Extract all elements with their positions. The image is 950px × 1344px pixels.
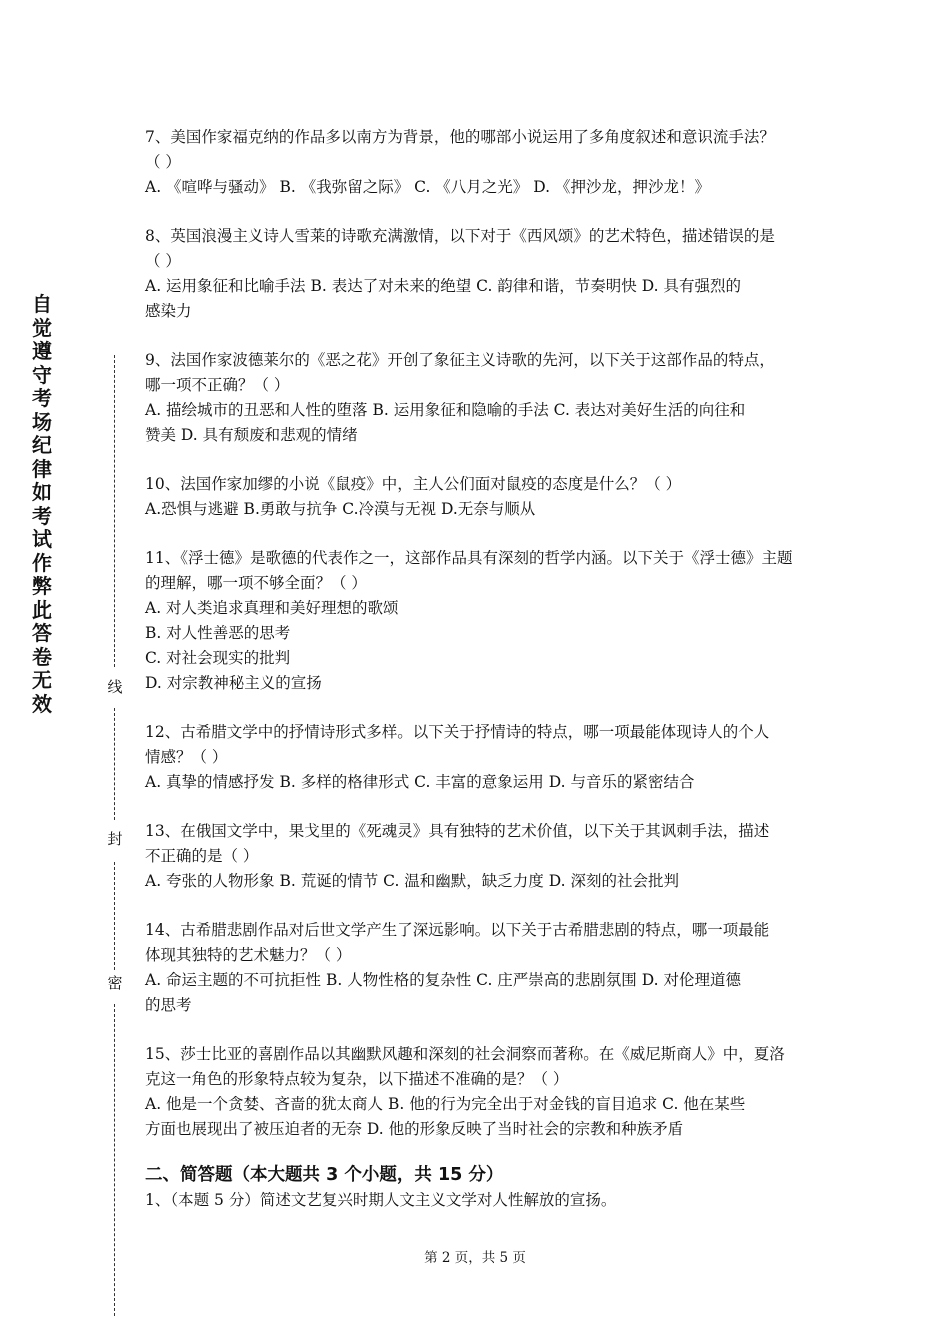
question-line: A. 对人类追求真理和美好理想的歌颂 (145, 599, 399, 617)
question-stem: 7、美国作家福克纳的作品多以南方为背景，他的哪部小说运用了多角度叙述和意识流手法？ (145, 128, 775, 146)
question-line: 哪一项不正确？（ ） (145, 376, 290, 394)
question-9 (145, 348, 815, 448)
question-10 (145, 472, 815, 522)
binding-mark-mi: 密 (105, 974, 125, 992)
question-stem: 9、法国作家波德莱尔的《恶之花》开创了象征主义诗歌的先河，以下关于这部作品的特点， (145, 351, 775, 369)
question-line: 克这一角色的形象特点较为复杂，以下描述不准确的是？（ ） (145, 1070, 569, 1088)
question-line: （ ） (145, 252, 181, 270)
question-stem: 12、古希腊文学中的抒情诗形式多样。以下关于抒情诗的特点，哪一项最能体现诗人的个人 (145, 723, 770, 741)
binding-line-segment (114, 355, 115, 667)
question-line: B. 对人性善恶的思考 (145, 624, 291, 642)
question-14 (145, 918, 815, 1018)
question-line: A. 命运主题的不可抗拒性 B. 人物性格的复杂性 C. 庄严崇高的悲剧氛围 D. 对伦理道德 (145, 971, 741, 989)
question-line: A. 《喧哗与骚动》 B. 《我弥留之际》 C. 《八月之光》 D. 《押沙龙，押沙龙！》 (145, 178, 710, 196)
exam-content (145, 125, 815, 1213)
question-line: 的理解，哪一项不够全面？（ ） (145, 574, 367, 592)
question-stem: 10、法国作家加缪的小说《鼠疫》中，主人公们面对鼠疫的态度是什么？（ ） (145, 475, 682, 493)
question-line: 方面也展现出了被压迫者的无奈 D. 他的形象反映了当时社会的宗教和种族矛盾 (145, 1120, 684, 1138)
question-line: A. 描绘城市的丑恶和人性的堕落 B. 运用象征和隐喻的手法 C. 表达对美好生活的向往和 (145, 401, 746, 419)
question-12 (145, 720, 815, 795)
question-13 (145, 819, 815, 894)
question-stem: 13、在俄国文学中，果戈里的《死魂灵》具有独特的艺术价值，以下关于其讽刺手法，描述 (145, 822, 770, 840)
binding-line-segment (114, 1004, 115, 1316)
question-8 (145, 224, 815, 324)
question-line: A. 运用象征和比喻手法 B. 表达了对未来的绝望 C. 韵律和谐，节奏明快 D. 具有强烈的 (145, 277, 741, 295)
question-line: 赞美 D. 具有颓废和悲观的情绪 (145, 426, 358, 444)
binding-line-segment (114, 708, 115, 820)
question-line: D. 对宗教神秘主义的宣扬 (145, 674, 322, 692)
question-stem: 11、《浮士德》是歌德的代表作之一，这部作品具有深刻的哲学内涵。以下关于《浮士德》主题 (145, 549, 793, 567)
question-line: A. 他是一个贪婪、吝啬的犹太商人 B. 他的行为完全出于对金钱的盲目追求 C. 他在某些 (145, 1095, 746, 1113)
page-footer: 第 2 页，共 5 页 (424, 1250, 526, 1266)
exam-discipline-notice: 自 觉 遵 守 考 场 纪 律 如 考 试 作 弊 此 答 卷 无 效 (32, 292, 52, 716)
binding-mark-feng: 封 (105, 830, 125, 848)
binding-line-segment (114, 862, 115, 970)
question-line: 感染力 (145, 302, 192, 320)
question-15 (145, 1042, 815, 1142)
question-line: 不正确的是（ ） (145, 847, 259, 865)
question-line: A. 真挚的情感抒发 B. 多样的格律形式 C. 丰富的意象运用 D. 与音乐的紧密结合 (145, 773, 695, 791)
question-stem: 15、莎士比亚的喜剧作品以其幽默风趣和深刻的社会洞察而著称。在《威尼斯商人》中，夏洛 (145, 1045, 785, 1063)
question-line: A.恐惧与逃避 B.勇敢与抗争 C.冷漠与无视 D.无奈与顺从 (145, 500, 536, 518)
binding-mark-xian: 线 (105, 678, 125, 696)
question-line: （ ） (145, 153, 181, 171)
question-line: A. 夸张的人物形象 B. 荒诞的情节 C. 温和幽默，缺乏力度 D. 深刻的社会批判 (145, 872, 679, 890)
question-7 (145, 125, 815, 200)
question-stem: 14、古希腊悲剧作品对后世文学产生了深远影响。以下关于古希腊悲剧的特点，哪一项最能 (145, 921, 770, 939)
question-list (145, 125, 815, 1142)
question-line: 的思考 (145, 996, 192, 1014)
question-line: 体现其独特的艺术魅力？（ ） (145, 946, 352, 964)
short-answer-question: 1、（本题 5 分）简述文艺复兴时期人文主义文学对人性解放的宣扬。 (145, 1191, 617, 1209)
question-11 (145, 546, 815, 696)
section-heading: 二、简答题（本大题共 3 个小题，共 15 分） (145, 1165, 504, 1185)
question-line: 情感？（ ） (145, 748, 228, 766)
question-line: C. 对社会现实的批判 (145, 649, 291, 667)
question-stem: 8、英国浪漫主义诗人雪莱的诗歌充满激情，以下对于《西风颂》的艺术特色，描述错误的是 (145, 227, 775, 245)
